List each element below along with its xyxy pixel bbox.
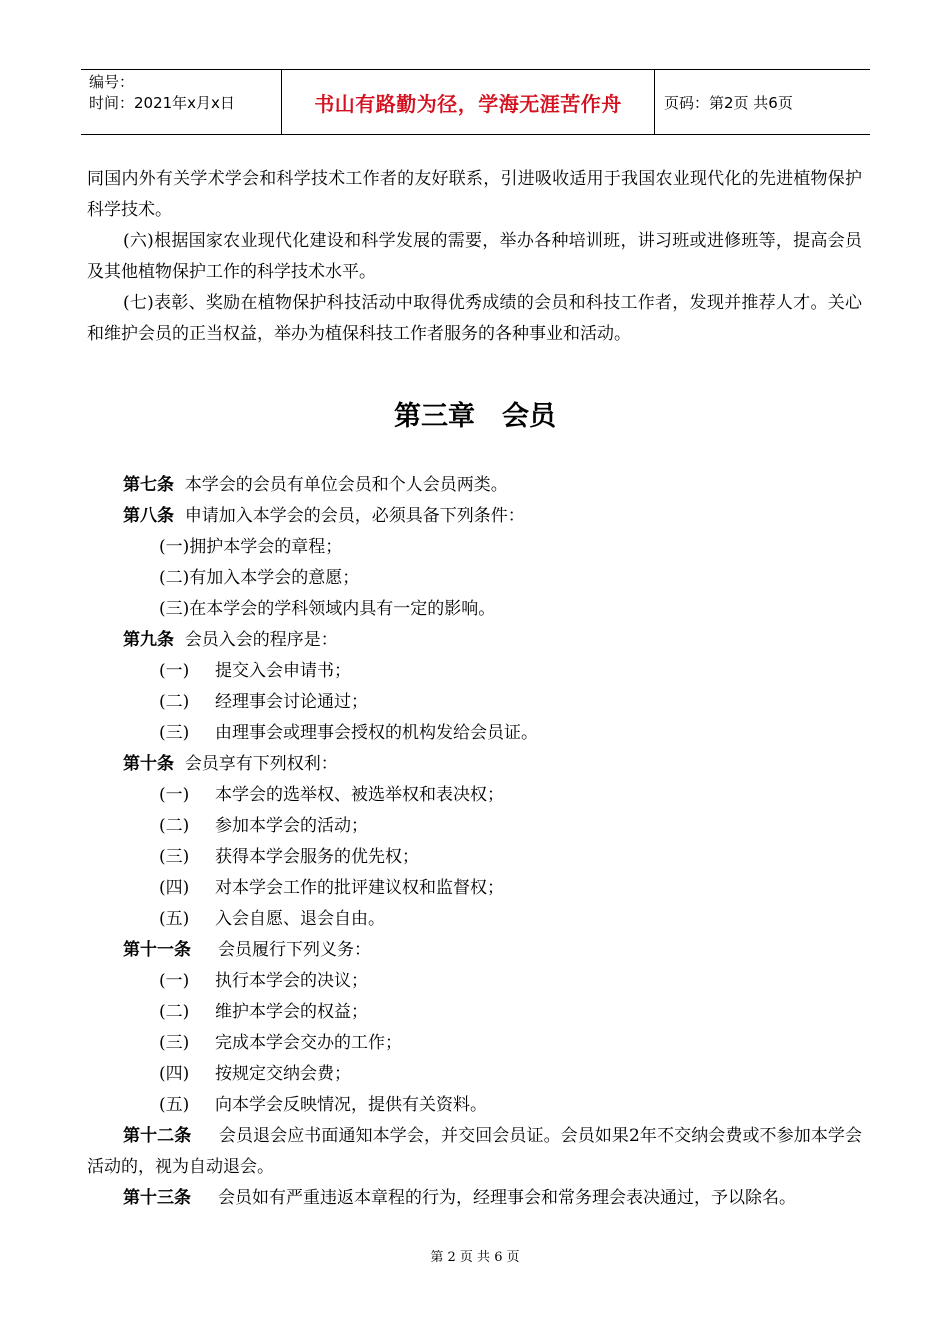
page-header	[81, 69, 870, 135]
list-item	[87, 687, 862, 718]
item-text: 获得本学会服务的优先权；	[215, 847, 419, 867]
list-item	[87, 966, 862, 997]
item-number: (二)	[159, 1002, 190, 1022]
list-item: (二)有加入本学会的意愿；	[159, 568, 360, 588]
list-item: (一)拥护本学会的章程；	[159, 537, 343, 557]
item-text: 维护本学会的权益；	[215, 1002, 368, 1022]
item-number: (四)	[159, 878, 190, 898]
chapter-title: 第三章 会员	[394, 401, 556, 432]
paragraph: (六)根据国家农业现代化建设和科学发展的需要，举办各种培训班，讲习班或进修班等，提高会员及其他植物保护工作的科学技术水平。	[87, 231, 862, 282]
article-8	[87, 501, 862, 532]
page-footer: 第 2 页 共 6 页	[430, 1250, 520, 1265]
article-title: 第十一条	[123, 940, 191, 960]
item-number: (一)	[159, 661, 190, 681]
item-text: 本学会的选举权、被选举权和表决权；	[215, 785, 504, 805]
articles-section	[87, 470, 862, 1214]
article-text: 会员如有严重违返本章程的行为，经理事会和常务理会表决通过，予以除名。	[218, 1188, 797, 1208]
article-text: 会员入会的程序是：	[184, 630, 338, 650]
list-item	[87, 1059, 862, 1090]
article-11	[87, 935, 862, 966]
list-item	[87, 718, 862, 749]
item-number: (五)	[159, 1095, 190, 1115]
header-motto-cell	[281, 70, 655, 134]
paragraph: (七)表彰、奖励在植物保护科技活动中取得优秀成绩的会员和科技工作者，发现并推荐人才。关心和维护会员的正当权益，举办为植保科技工作者服务的各种事业和活动。	[87, 293, 862, 344]
body-paragraphs	[87, 164, 862, 350]
list-item	[87, 1028, 862, 1059]
article-title: 第十条	[123, 754, 174, 774]
item-text: 参加本学会的活动；	[215, 816, 368, 836]
item-text: 提交入会申请书；	[215, 661, 351, 681]
item-text: 经理事会讨论通过；	[215, 692, 368, 712]
item-number: (三)	[159, 847, 190, 867]
item-text: 完成本学会交办的工作；	[215, 1033, 402, 1053]
article-10	[87, 749, 862, 780]
list-item	[87, 780, 862, 811]
item-number: (一)	[159, 971, 190, 991]
item-number: (五)	[159, 909, 190, 929]
item-number: (三)	[159, 1033, 190, 1053]
item-number: (四)	[159, 1064, 190, 1084]
article-title: 第八条	[123, 506, 174, 526]
item-number: (一)	[159, 785, 190, 805]
item-text: 由理事会或理事会授权的机构发给会员证。	[215, 723, 538, 743]
number-label: 编号：	[89, 73, 135, 91]
article-13	[87, 1183, 862, 1214]
article-text: 本学会的会员有单位会员和个人会员两类。	[184, 475, 508, 495]
list-item	[87, 842, 862, 873]
item-text: 入会自愿、退会自由。	[215, 909, 385, 929]
list-item	[87, 656, 862, 687]
list-item	[87, 1090, 862, 1121]
article-7	[87, 470, 862, 501]
article-9	[87, 625, 862, 656]
time-label: 时间：2021年x月x日	[89, 94, 235, 112]
paragraph: 同国内外有关学术学会和科学技术工作者的友好联系，引进吸收适用于我国农业现代化的先进植物保护科学技术。	[87, 169, 862, 220]
item-number: (二)	[159, 692, 190, 712]
article-title: 第十二条	[123, 1126, 192, 1146]
item-text: 执行本学会的决议；	[215, 971, 368, 991]
item-text: 按规定交纳会费；	[215, 1064, 351, 1084]
list-item	[87, 997, 862, 1028]
list-item	[87, 904, 862, 935]
list-item: (三)在本学会的学科领域内具有一定的影响。	[159, 599, 496, 619]
article-title: 第十三条	[123, 1188, 191, 1208]
item-number: (二)	[159, 816, 190, 836]
header-page-info: 页码：第2页 共6页	[664, 93, 793, 112]
item-text: 向本学会反映情况，提供有关资料。	[215, 1095, 487, 1115]
article-text: 会员履行下列义务：	[218, 940, 372, 960]
item-number: (三)	[159, 723, 190, 743]
motto-text: 书山有路勤为径，学海无涯苦作舟	[314, 91, 622, 116]
article-text: 会员享有下列权利：	[184, 754, 338, 774]
list-item	[87, 811, 862, 842]
header-meta	[81, 70, 281, 134]
article-text: 会员退会应书面通知本学会，并交回会员证。会员如果2年不交纳会费或不参加本学会活动的，视为自动退会。	[87, 1126, 863, 1177]
article-12	[87, 1121, 862, 1183]
item-text: 对本学会工作的批评建议权和监督权；	[215, 878, 504, 898]
article-title: 第七条	[123, 475, 174, 495]
article-text: 申请加入本学会的会员，必须具备下列条件：	[184, 506, 525, 526]
list-item	[87, 873, 862, 904]
article-title: 第九条	[123, 630, 174, 650]
